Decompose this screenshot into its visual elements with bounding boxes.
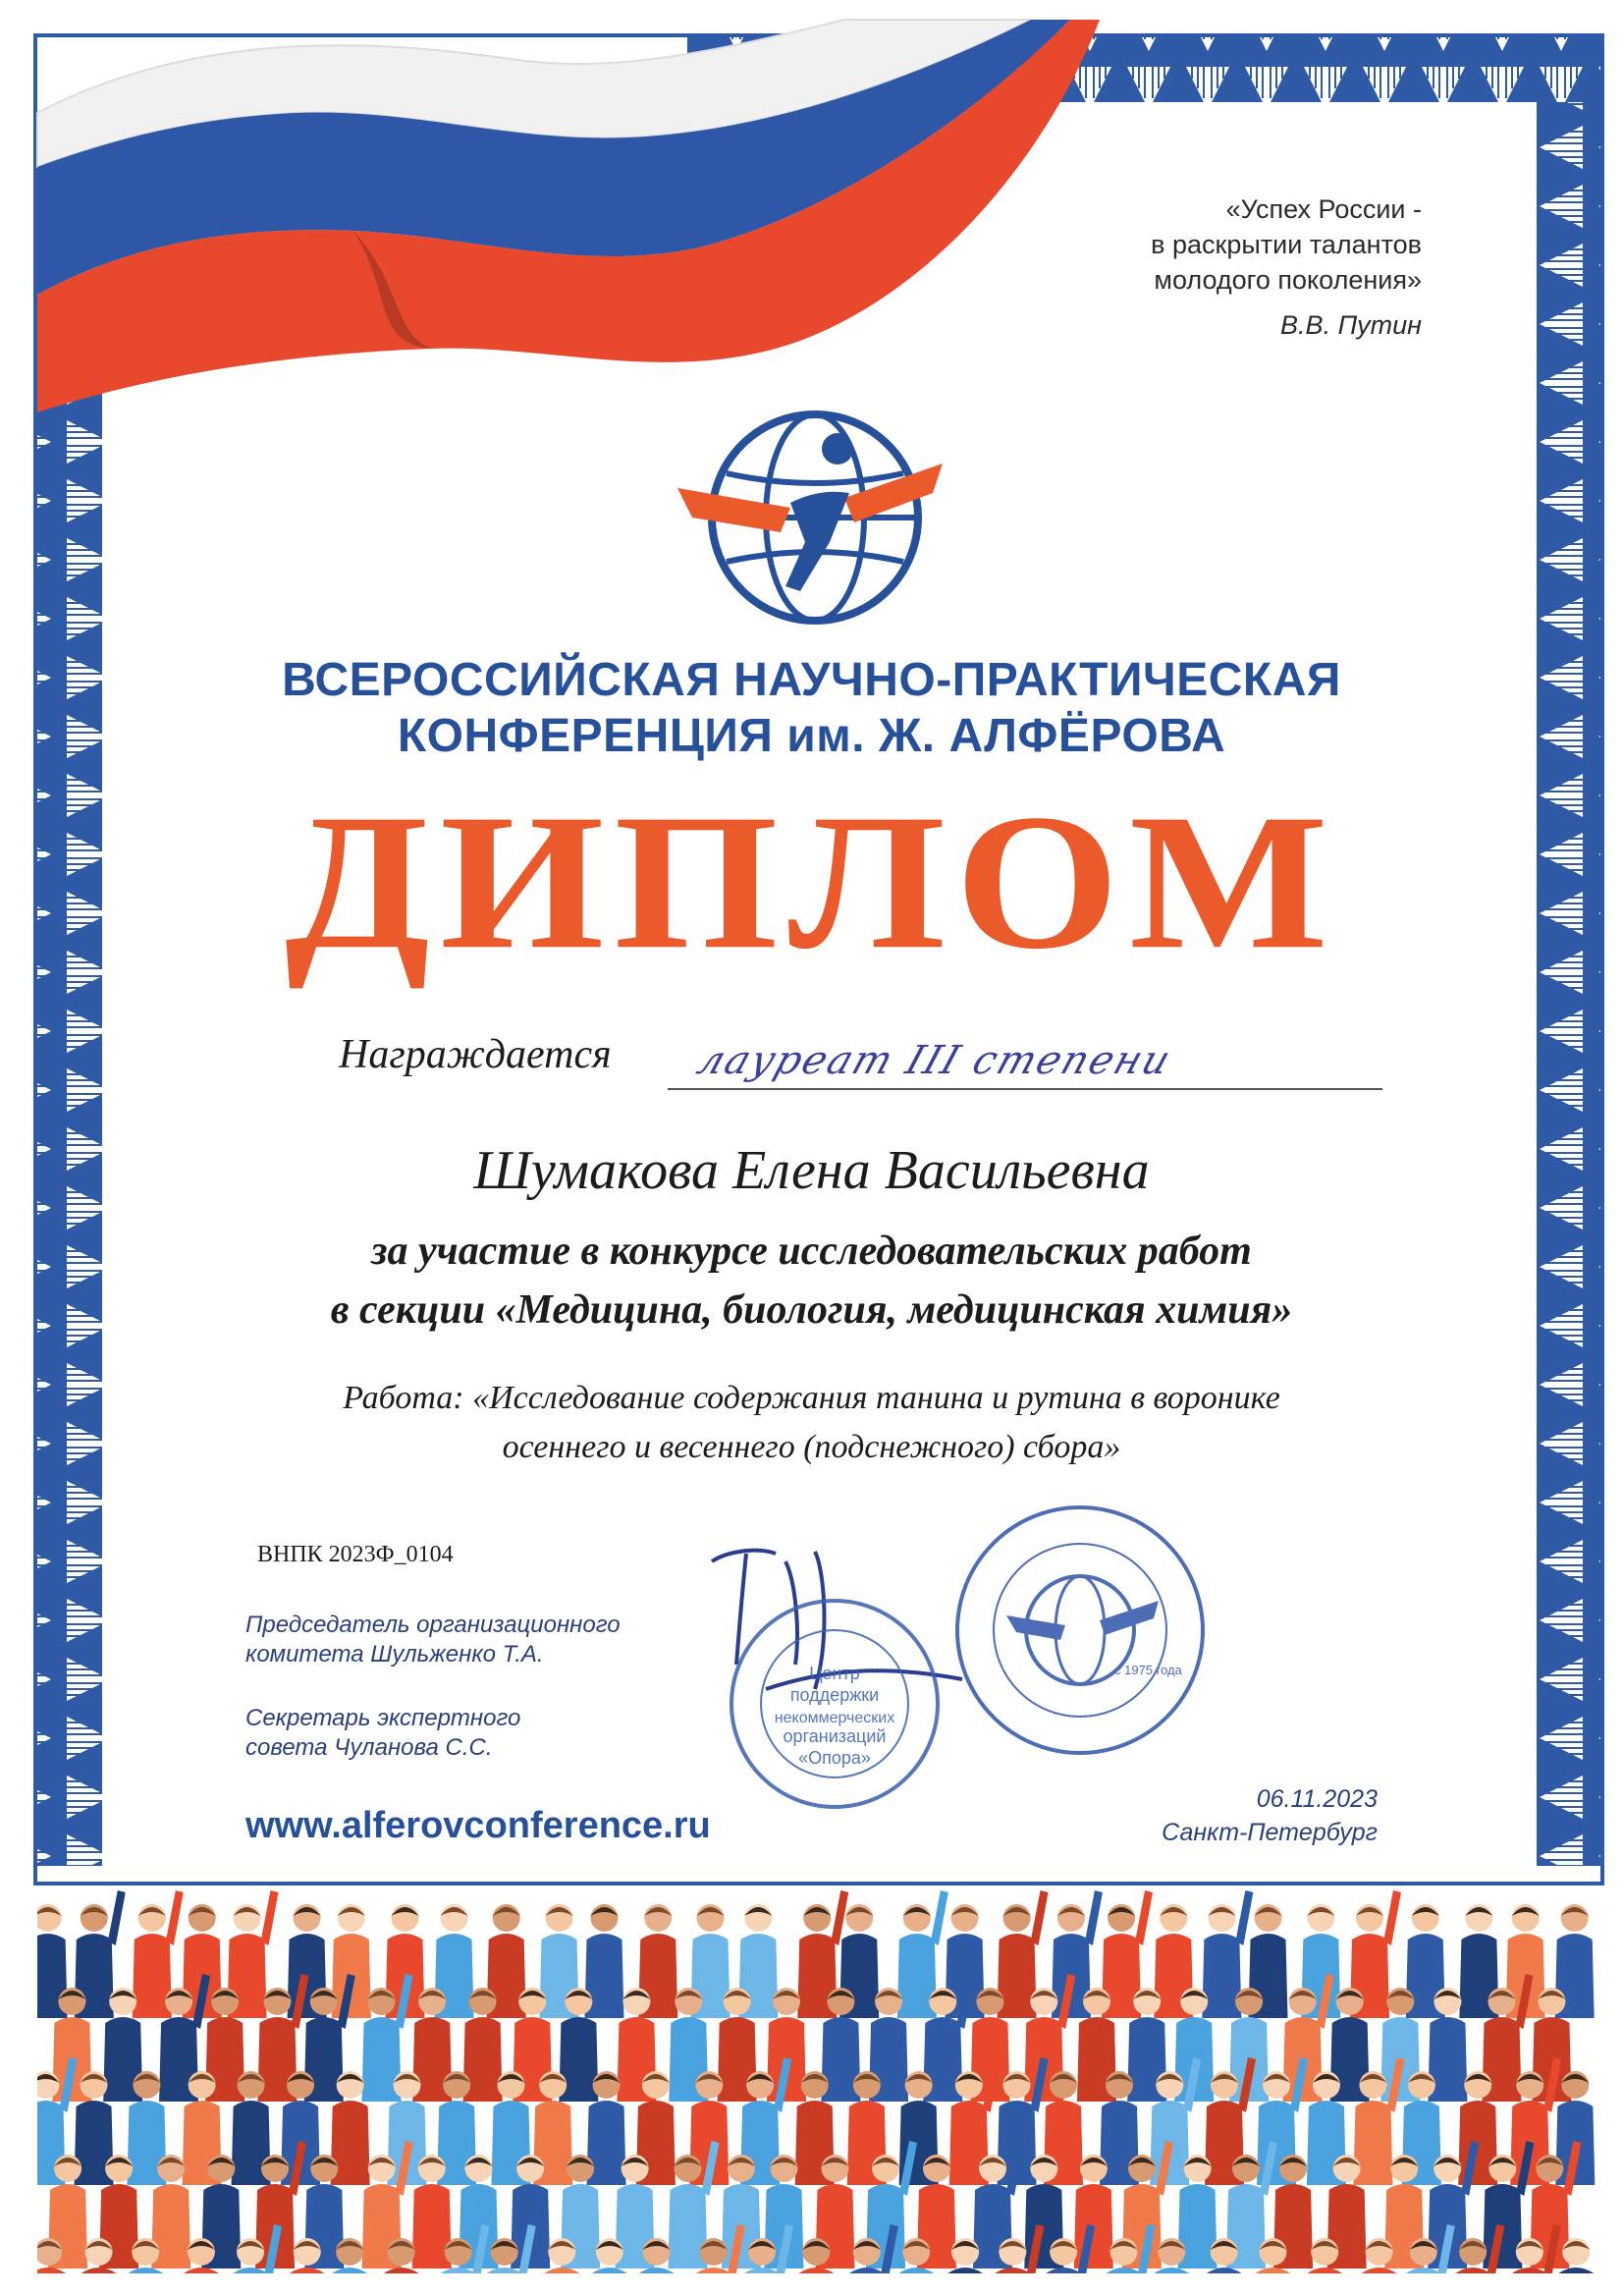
- secretary-line: Секретарь экспертного: [245, 1705, 521, 1731]
- document-number: ВНПК 2023Ф_0104: [257, 1542, 454, 1567]
- reason-line1: за участие в конкурсе исследовательских работ: [371, 1229, 1252, 1274]
- epigraph-author: В.В. Путин: [1280, 310, 1422, 340]
- epigraph-line: молодого поколения»: [1154, 265, 1422, 295]
- svg-text:«Опора»: «Опора»: [798, 1748, 871, 1768]
- chair-line: Председатель организационного: [245, 1612, 621, 1638]
- seals-and-signature: [668, 1493, 1276, 1817]
- chair-signatory: [245, 1611, 621, 1669]
- svg-text:поддержки: поддержки: [789, 1685, 880, 1705]
- award-handwritten: лауреат III степени: [691, 1038, 1178, 1083]
- svg-text:некоммерческих: некоммерческих: [774, 1710, 895, 1726]
- recipient-name: Шумакова Елена Васильевна: [473, 1140, 1150, 1201]
- epigraph: [1009, 191, 1422, 343]
- website-link[interactable]: www.alferovconference.ru: [245, 1805, 711, 1846]
- award-underline: [668, 1088, 1382, 1090]
- secretary-line: совета Чуланова С.С.: [245, 1734, 493, 1761]
- conference-title-line2: КОНФЕРЕНЦИЯ им. Ж. АЛФЁРОВА: [397, 710, 1226, 762]
- conference-seal: [957, 1507, 1203, 1753]
- organization-seal: [731, 1601, 938, 1807]
- epigraph-line: «Успех России -: [1225, 194, 1422, 224]
- chair-line: комитета Шульженко Т.А.: [245, 1641, 544, 1667]
- awarded-label: Награждается: [339, 1032, 612, 1077]
- secretary-signatory: [245, 1704, 520, 1763]
- diploma-heading: ДИПЛОМ: [285, 773, 1338, 990]
- issue-date: 06.11.2023: [1256, 1785, 1378, 1813]
- conference-title-line1: ВСЕРОССИЙСКАЯ НАУЧНО-ПРАКТИЧЕСКАЯ: [282, 654, 1341, 706]
- crowd-person: [332, 1904, 371, 2018]
- svg-text:с 1975 года: с 1975 года: [1114, 1663, 1182, 1677]
- issue-city: Санкт-Петербург: [1162, 1819, 1378, 1846]
- svg-text:организаций: организаций: [783, 1726, 887, 1746]
- work-title-line1: Работа: «Исследование содержания танина и рутина в воронике: [343, 1380, 1280, 1416]
- crowd-illustration: [37, 1841, 1598, 2273]
- work-title-line2: осеннего и весеннего (подснежного) сбора»: [502, 1429, 1121, 1465]
- globe-runner-logo-icon: [673, 395, 952, 640]
- reason-line2: в секции «Медицина, биология, медицинская химия»: [330, 1287, 1293, 1333]
- epigraph-line: в раскрытии талантов: [1151, 230, 1422, 259]
- svg-text:Центр: Центр: [809, 1664, 860, 1683]
- date-place: [1162, 1782, 1378, 1849]
